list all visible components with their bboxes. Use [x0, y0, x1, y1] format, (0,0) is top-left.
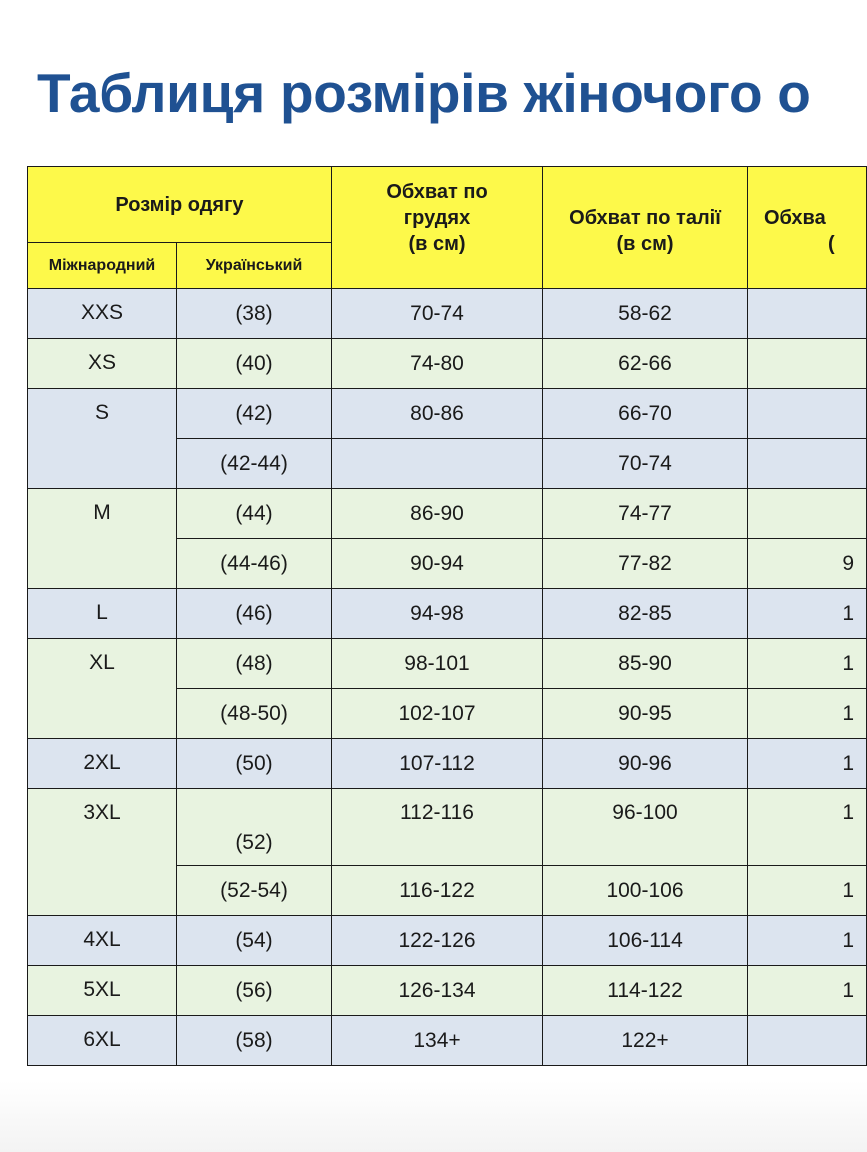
- header-size-group-label: Розмір одягу: [115, 193, 244, 216]
- waist-value: 90-95: [618, 701, 672, 725]
- cell-ukrainian: [176, 965, 332, 1016]
- cell-ukrainian: [176, 488, 332, 539]
- header-size-group: [27, 166, 332, 243]
- cell-ukrainian: [176, 865, 332, 916]
- waist-value: 114-122: [607, 978, 683, 1002]
- waist-value: 106-114: [607, 928, 683, 952]
- chest-value: 86-90: [410, 501, 464, 525]
- header-ukrainian: [176, 242, 332, 289]
- header-hips-line1: Обхва: [764, 207, 826, 229]
- chest-value: 122-126: [398, 928, 476, 952]
- cell-chest: [331, 588, 543, 639]
- waist-value: 90-96: [618, 751, 672, 775]
- cell-chest: [331, 488, 543, 539]
- cell-international: [27, 388, 177, 489]
- cell-hips: [747, 338, 867, 389]
- international-size: 6XL: [83, 1028, 121, 1051]
- cell-ukrainian: [176, 538, 332, 589]
- size-table: [27, 166, 857, 1064]
- cell-international: [27, 915, 177, 966]
- waist-value: 96-100: [612, 801, 678, 824]
- cell-waist: [542, 738, 748, 789]
- hips-value: 1: [842, 801, 854, 824]
- cell-waist: [542, 438, 748, 489]
- cell-chest: [331, 915, 543, 966]
- cell-chest: [331, 865, 543, 916]
- header-chest-line1: Обхват по: [386, 181, 488, 203]
- header-waist-line1: Обхват по талії: [569, 207, 721, 229]
- cell-waist: [542, 288, 748, 339]
- ukrainian-size: (42-44): [220, 451, 288, 475]
- hips-value: 1: [842, 651, 854, 675]
- cell-hips: [747, 738, 867, 789]
- hips-value: 1: [842, 601, 854, 625]
- cell-hips: [747, 488, 867, 539]
- waist-value: 66-70: [618, 401, 672, 425]
- cell-international: [27, 488, 177, 589]
- cell-ukrainian: [176, 588, 332, 639]
- international-size: 4XL: [83, 928, 121, 951]
- cell-ukrainian: [176, 288, 332, 339]
- cell-chest: [331, 688, 543, 739]
- ukrainian-size: (50): [235, 751, 273, 775]
- international-size: XL: [89, 651, 115, 674]
- cell-hips: [747, 915, 867, 966]
- waist-value: 77-82: [618, 551, 672, 575]
- cell-chest: [331, 388, 543, 439]
- header-hips: [747, 166, 867, 289]
- cell-waist: [542, 338, 748, 389]
- international-size: 3XL: [83, 801, 121, 824]
- hips-value: 1: [842, 978, 854, 1002]
- chest-value: 80-86: [410, 401, 464, 425]
- chest-value: 134+: [413, 1028, 461, 1052]
- ukrainian-size: (48-50): [220, 701, 288, 725]
- header-chest-line2: грудях: [403, 207, 471, 229]
- waist-value: 62-66: [618, 351, 672, 375]
- ukrainian-size: (44-46): [220, 551, 288, 575]
- ukrainian-size: (38): [235, 301, 273, 325]
- cell-waist: [542, 1015, 748, 1066]
- cell-chest: [331, 638, 543, 689]
- chest-value: 112-116: [400, 801, 474, 824]
- ukrainian-size: (52): [235, 831, 273, 854]
- header-chest: [331, 166, 543, 289]
- cell-ukrainian: [176, 738, 332, 789]
- ukrainian-size: (54): [235, 928, 273, 952]
- ukrainian-size: (56): [235, 978, 273, 1002]
- chest-value: 107-112: [399, 751, 475, 775]
- chest-value: 74-80: [410, 351, 464, 375]
- cell-waist: [542, 915, 748, 966]
- hips-value: 1: [842, 928, 854, 952]
- ukrainian-size: (58): [235, 1028, 273, 1052]
- cell-international: [27, 965, 177, 1016]
- cell-ukrainian: [176, 688, 332, 739]
- cell-ukrainian: [176, 915, 332, 966]
- cell-international: [27, 738, 177, 789]
- cell-ukrainian: [176, 1015, 332, 1066]
- cell-hips: [747, 788, 867, 866]
- cell-hips: [747, 388, 867, 439]
- hips-value: 1: [842, 878, 854, 902]
- chest-value: 70-74: [410, 301, 464, 325]
- bottom-fade: [0, 1075, 828, 1152]
- international-size: XS: [87, 351, 116, 374]
- cell-chest: [331, 438, 543, 489]
- waist-value: 85-90: [618, 651, 672, 675]
- ukrainian-size: (44): [235, 501, 273, 525]
- ukrainian-size: (42): [235, 401, 273, 425]
- cell-waist: [542, 638, 748, 689]
- cell-waist: [542, 388, 748, 439]
- cell-ukrainian: [176, 638, 332, 689]
- cell-hips: [747, 865, 867, 916]
- chest-value: 126-134: [398, 978, 476, 1002]
- hips-value: 1: [842, 751, 854, 775]
- international-size: S: [94, 401, 109, 424]
- ukrainian-size: (48): [235, 651, 273, 675]
- cell-chest: [331, 1015, 543, 1066]
- cell-hips: [747, 965, 867, 1016]
- waist-value: 74-77: [618, 501, 672, 525]
- cell-international: [27, 588, 177, 639]
- waist-value: 82-85: [618, 601, 672, 625]
- cell-chest: [331, 738, 543, 789]
- cell-international: [27, 1015, 177, 1066]
- cell-chest: [331, 288, 543, 339]
- header-chest-line3: (в см): [408, 233, 466, 255]
- header-waist-line2: (в см): [616, 233, 674, 255]
- international-size: M: [93, 501, 111, 524]
- chest-value: 90-94: [410, 551, 464, 575]
- waist-value: 122+: [621, 1028, 669, 1052]
- ukrainian-size: (52-54): [220, 878, 288, 902]
- header-international: [27, 242, 177, 289]
- ukrainian-size: (40): [235, 351, 273, 375]
- cell-hips: [747, 688, 867, 739]
- cell-hips: [747, 438, 867, 489]
- international-size: L: [96, 601, 108, 624]
- header-hips-line2: (: [828, 233, 835, 255]
- waist-value: 58-62: [618, 301, 672, 325]
- cell-chest: [331, 965, 543, 1016]
- cell-ukrainian: [176, 338, 332, 389]
- cell-ukrainian: [176, 788, 332, 866]
- cell-international: [27, 338, 177, 389]
- international-size: 2XL: [83, 751, 121, 774]
- cell-international: [27, 638, 177, 739]
- cell-hips: [747, 288, 867, 339]
- chest-value: 94-98: [410, 601, 464, 625]
- cell-waist: [542, 588, 748, 639]
- cell-hips: [747, 588, 867, 639]
- chest-value: 98-101: [404, 651, 470, 675]
- cell-ukrainian: [176, 388, 332, 439]
- cell-hips: [747, 1015, 867, 1066]
- cell-waist: [542, 538, 748, 589]
- cell-chest: [331, 338, 543, 389]
- hips-value: 9: [842, 551, 854, 575]
- cell-waist: [542, 788, 748, 866]
- page-title: Таблиця розмірів жіночого о: [37, 62, 811, 124]
- header-ukrainian-label: Український: [205, 256, 303, 274]
- chest-value: 116-122: [399, 878, 475, 902]
- waist-value: 100-106: [606, 878, 684, 902]
- cell-waist: [542, 688, 748, 739]
- cell-waist: [542, 965, 748, 1016]
- cell-international: [27, 788, 177, 916]
- cell-hips: [747, 538, 867, 589]
- cell-chest: [331, 538, 543, 589]
- header-international-label: Міжнародний: [48, 256, 156, 274]
- international-size: XXS: [80, 301, 124, 324]
- cell-hips: [747, 638, 867, 689]
- hips-value: 1: [842, 701, 854, 725]
- waist-value: 70-74: [618, 451, 672, 475]
- cell-waist: [542, 865, 748, 916]
- cell-waist: [542, 488, 748, 539]
- header-waist: [542, 166, 748, 289]
- international-size: 5XL: [83, 978, 121, 1001]
- chest-value: 102-107: [398, 701, 476, 725]
- cell-international: [27, 288, 177, 339]
- cell-ukrainian: [176, 438, 332, 489]
- ukrainian-size: (46): [235, 601, 273, 625]
- cell-chest: [331, 788, 543, 866]
